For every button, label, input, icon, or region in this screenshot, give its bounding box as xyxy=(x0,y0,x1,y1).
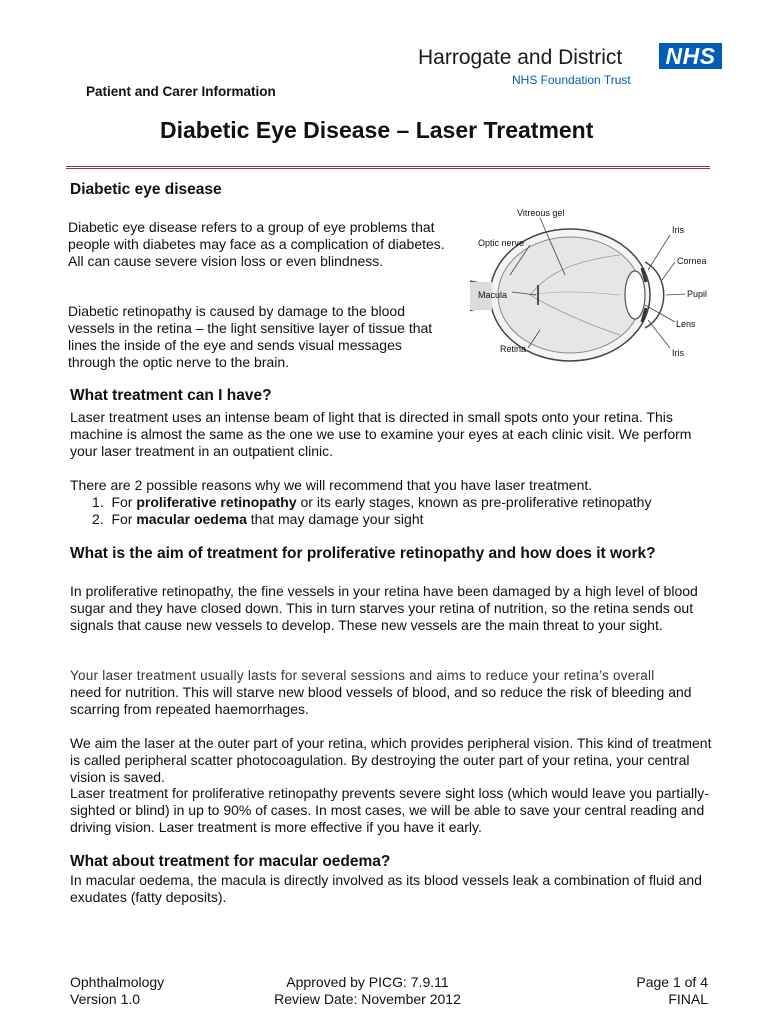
section-heading-macular-oedema: What about treatment for macular oedema? xyxy=(70,853,391,870)
paragraph-aim-laser: We aim the laser at the outer part of your retina, which provides peripheral vision. This kind of treatment is called peripheral scatter photocoagulation. By destroying the outer part of your retina, your central vision is saved. xyxy=(70,735,712,785)
paragraph-proliferative: In proliferative retinopathy, the fine vessels in your retina have been damaged by a high level of blood sugar and they have closed down. This in turn starves your retina of nutrition, so the retina sends out signals that cause new vessels to develop. These new vessels are the main threat to your sight. xyxy=(70,583,698,633)
eye-diagram xyxy=(470,200,720,370)
paragraph-laser-treatment: Laser treatment uses an intense beam of light that is directed in small spots onto your retina. This machine is almost the same as the one we use to examine your eyes at each clinic visit. We perform your laser treatment in an outpatient clinic. xyxy=(70,409,692,459)
paragraph-diabetic-retinopathy: Diabetic retinopathy is caused by damage to the blood vessels in the retina – the light sensitive layer of tissue that lines the inside of the eye and sends visual messages through the optic nerve to the brain. xyxy=(68,303,433,370)
section-heading-treatment: What treatment can I have? xyxy=(70,387,272,404)
footer-middle xyxy=(230,974,505,1008)
list-item: 1. For proliferative retinopathy or its early stages, known as pre-proliferative retinopathy xyxy=(92,494,652,510)
section-heading-diabetic-eye-disease: Diabetic eye disease xyxy=(70,181,222,198)
label-vitreous-gel: Vitreous gel xyxy=(517,208,565,218)
footer-right xyxy=(560,974,708,1008)
footer-left xyxy=(70,974,164,1008)
nhs-logo: NHS xyxy=(659,43,722,69)
footer-approved: Approved by PICG: 7.9.11 xyxy=(286,974,449,990)
list-item: 2. For macular oedema that may damage your sight xyxy=(92,511,424,527)
footer-review-date: Review Date: November 2012 xyxy=(274,991,461,1007)
paragraph-two-reasons: There are 2 possible reasons why we will recommend that you have laser treatment. xyxy=(70,477,593,493)
label-iris-top: Iris xyxy=(672,225,684,235)
label-retina: Retina xyxy=(500,344,527,354)
label-macula: Macula xyxy=(478,290,508,300)
reasons-list xyxy=(92,494,732,528)
paragraph-effectiveness: Laser treatment for proliferative retinopathy prevents severe sight loss (which would leave you partially-sighted or blind) in up to 90% of cases. In most cases, we will be able to save your central reading and driving vision. Laser treatment is more effective if you have it early. xyxy=(70,785,709,835)
paragraph-diabetic-eye-disease: Diabetic eye disease refers to a group of eye problems that people with diabetes may face as a complication of diabetes. All can cause severe vision loss or even blindness. xyxy=(68,219,445,269)
label-optic-nerve: Optic nerve xyxy=(478,238,525,248)
label-pupil: Pupil xyxy=(687,289,708,299)
section-heading-aim: What is the aim of treatment for proliferative retinopathy and how does it work? xyxy=(70,545,656,562)
paragraph-sessions-line1: Your laser treatment usually lasts for several sessions and aims to reduce your retina’s overall xyxy=(70,668,655,683)
paragraph-macular-oedema: In macular oedema, the macula is directly involved as its blood vessels leak a combination of fluid and exudates (fatty deposits). xyxy=(70,872,702,905)
title-divider xyxy=(66,166,710,169)
label-cornea: Cornea xyxy=(677,256,707,266)
footer-version: Version 1.0 xyxy=(70,991,141,1007)
label-iris-bottom: Iris xyxy=(672,348,684,358)
footer-page-number: Page 1 of 4 xyxy=(636,974,708,990)
footer-status: FINAL xyxy=(668,991,708,1007)
footer-department: Ophthalmology xyxy=(70,974,165,990)
page-title: Diabetic Eye Disease – Laser Treatment xyxy=(160,117,594,143)
org-subtitle: NHS Foundation Trust xyxy=(512,73,631,87)
eye-anatomy-illustration xyxy=(470,200,720,370)
org-name: Harrogate and District xyxy=(418,46,623,69)
paragraph-sessions: need for nutrition. This will starve new blood vessels of blood, and so reduce the risk of bleeding and scarring from repeated haemorrhages. xyxy=(70,684,692,717)
label-lens: Lens xyxy=(676,319,696,329)
patient-info-label: Patient and Carer Information xyxy=(86,84,276,99)
